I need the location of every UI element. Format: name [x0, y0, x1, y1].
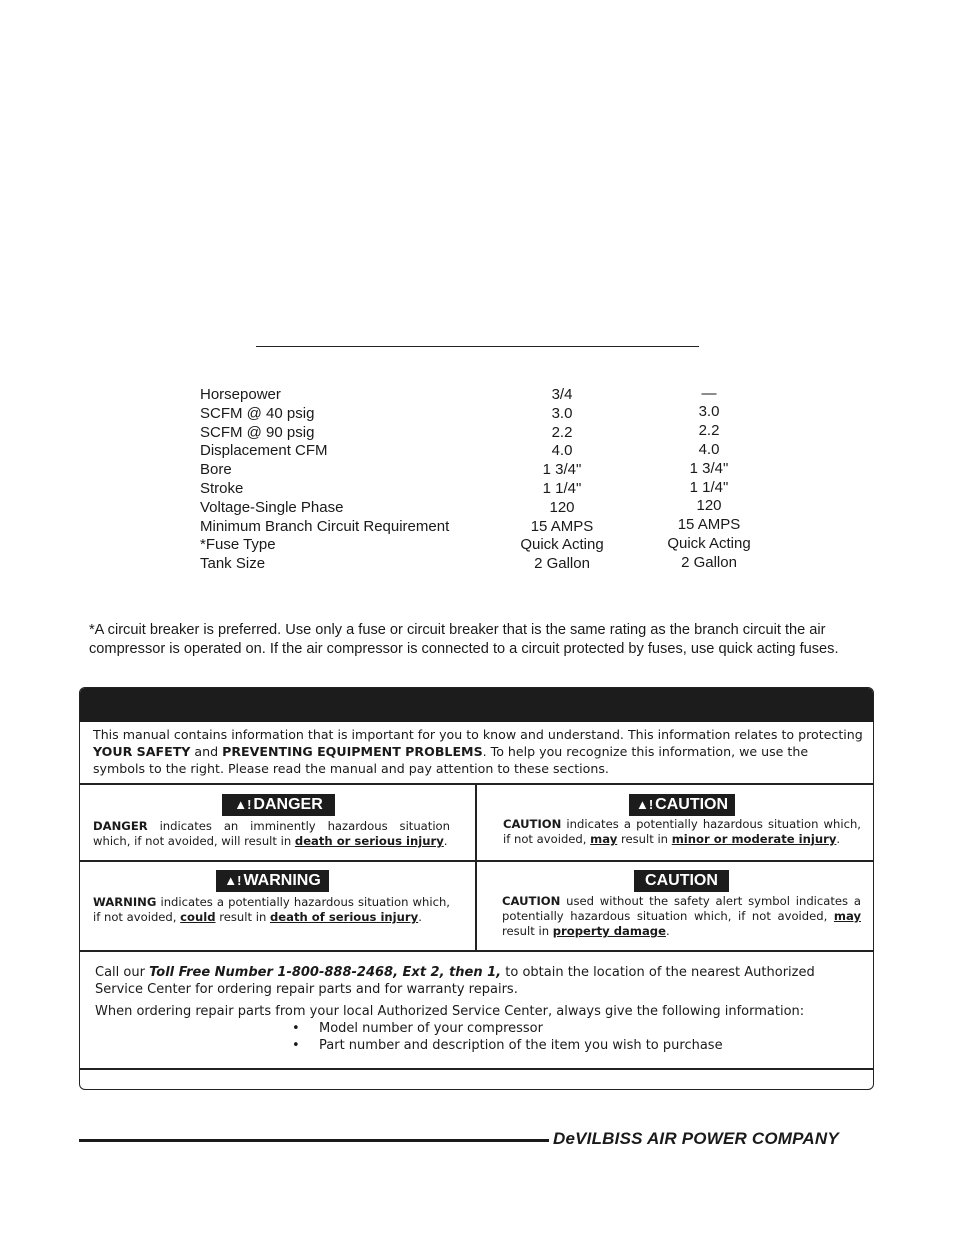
spec-label: Stroke: [200, 480, 244, 497]
spec-label: Minimum Branch Circuit Requirement: [200, 517, 450, 535]
spec-value-model-1: 2.2: [551, 423, 573, 441]
spec-value-model-1: 4.0: [551, 442, 573, 460]
footer-rule: [79, 1139, 549, 1142]
spec-label: *Fuse Type: [200, 536, 276, 554]
list-item: Model number of your compressor: [319, 1021, 543, 1036]
fuse-footnote: *A circuit breaker is preferred. Use only a fuse or circuit breaker that is the same rating as the branch circuit the air compressor is operated on. If the air compressor is connected to a circuit protected by fuses, use quick acting fuses.: [89, 622, 839, 657]
divider: [80, 783, 873, 785]
divider: [80, 860, 873, 862]
list-item: Part number and description of the item you wish to purchase: [319, 1038, 723, 1053]
spec-value-model-1: 2 Gallon: [534, 555, 590, 573]
spec-value-model-2: 1 3/4": [689, 459, 729, 477]
safety-intro-text: This manual contains information that is important for you to know and understand. This information relates to protecting YOUR SAFETY and PREVENTING EQUIPMENT PROBLEMS. To help you recognize this information, we use the symbols to the right. Please read the manual and pay attention to these sections.: [93, 727, 863, 776]
spec-value-model-1: 3.0: [551, 404, 573, 422]
safety-alert-icon: ▲!: [224, 873, 242, 888]
caution-description: CAUTION indicates a potentially hazardous situation which, if not avoided, may result in minor or moderate injury.: [503, 817, 861, 846]
spec-value-model-1: Quick Acting: [520, 536, 604, 554]
spec-value-model-2: 15 AMPS: [677, 516, 741, 534]
spec-value-model-2: —: [701, 384, 717, 402]
spec-label: Bore: [200, 461, 232, 479]
bullet-marker: •: [292, 1021, 300, 1036]
caution-badge: ▲! CAUTION: [629, 794, 735, 816]
danger-description: DANGER indicates an imminently hazardous situation which, if not avoided, will result in death or serious injury.: [93, 819, 450, 848]
caution-no-symbol-badge: CAUTION: [634, 870, 729, 892]
spec-label: Displacement CFM: [200, 442, 328, 460]
spec-label: SCFM @ 90 psig: [200, 423, 315, 441]
spec-value-model-2: 2 Gallon: [681, 553, 737, 571]
spec-value-model-2: Quick Acting: [667, 534, 751, 552]
spec-value-model-1: 3/4: [551, 386, 573, 403]
divider: [475, 783, 477, 951]
spec-label: Horsepower: [200, 386, 281, 403]
caution-no-symbol-description: CAUTION used without the safety alert symbol indicates a potentially hazardous situation which, if not avoided, may result in property damage.: [502, 894, 861, 938]
ordering-info-text: When ordering repair parts from your local Authorized Service Center, always give the following information:: [95, 1004, 805, 1019]
spec-value-model-1: 120: [549, 498, 575, 516]
spec-value-model-2: 3.0: [698, 403, 720, 421]
devilbiss-logo: DeVILBISS AIR POWER COMPANY: [553, 1129, 839, 1148]
spec-value-model-2: 120: [696, 497, 722, 515]
spec-label: Tank Size: [200, 555, 266, 573]
spec-label: Voltage-Single Phase: [200, 498, 344, 516]
section-divider: [256, 346, 699, 347]
spec-value-model-1: 15 AMPS: [530, 517, 594, 535]
safety-alert-icon: ▲!: [635, 797, 654, 812]
spec-value-model-2: 1 1/4": [689, 478, 729, 496]
divider: [80, 1068, 873, 1070]
safety-alert-icon: ▲!: [234, 797, 252, 812]
divider: [80, 950, 873, 952]
bullet-marker: •: [292, 1038, 300, 1053]
warning-badge: ▲! WARNING: [216, 870, 329, 892]
spec-value-model-1: 1 1/4": [542, 480, 582, 497]
warning-description: WARNING indicates a potentially hazardous situation which, if not avoided, could result in death of serious injury.: [93, 895, 450, 924]
spec-value-model-2: 2.2: [698, 422, 720, 440]
service-call-text: Call our Toll Free Number 1-800-888-2468, Ext 2, then 1, to obtain the location of the nearest Authorized Service Center for ordering repair parts and for warranty repairs.: [95, 965, 815, 997]
danger-badge: ▲! DANGER: [222, 794, 335, 816]
safety-box-header-bar: [80, 688, 873, 722]
safety-guidelines-box: [79, 687, 874, 1090]
spec-value-model-2: 4.0: [698, 440, 720, 458]
spec-label: SCFM @ 40 psig: [200, 404, 315, 422]
spec-value-model-1: 1 3/4": [542, 461, 582, 479]
